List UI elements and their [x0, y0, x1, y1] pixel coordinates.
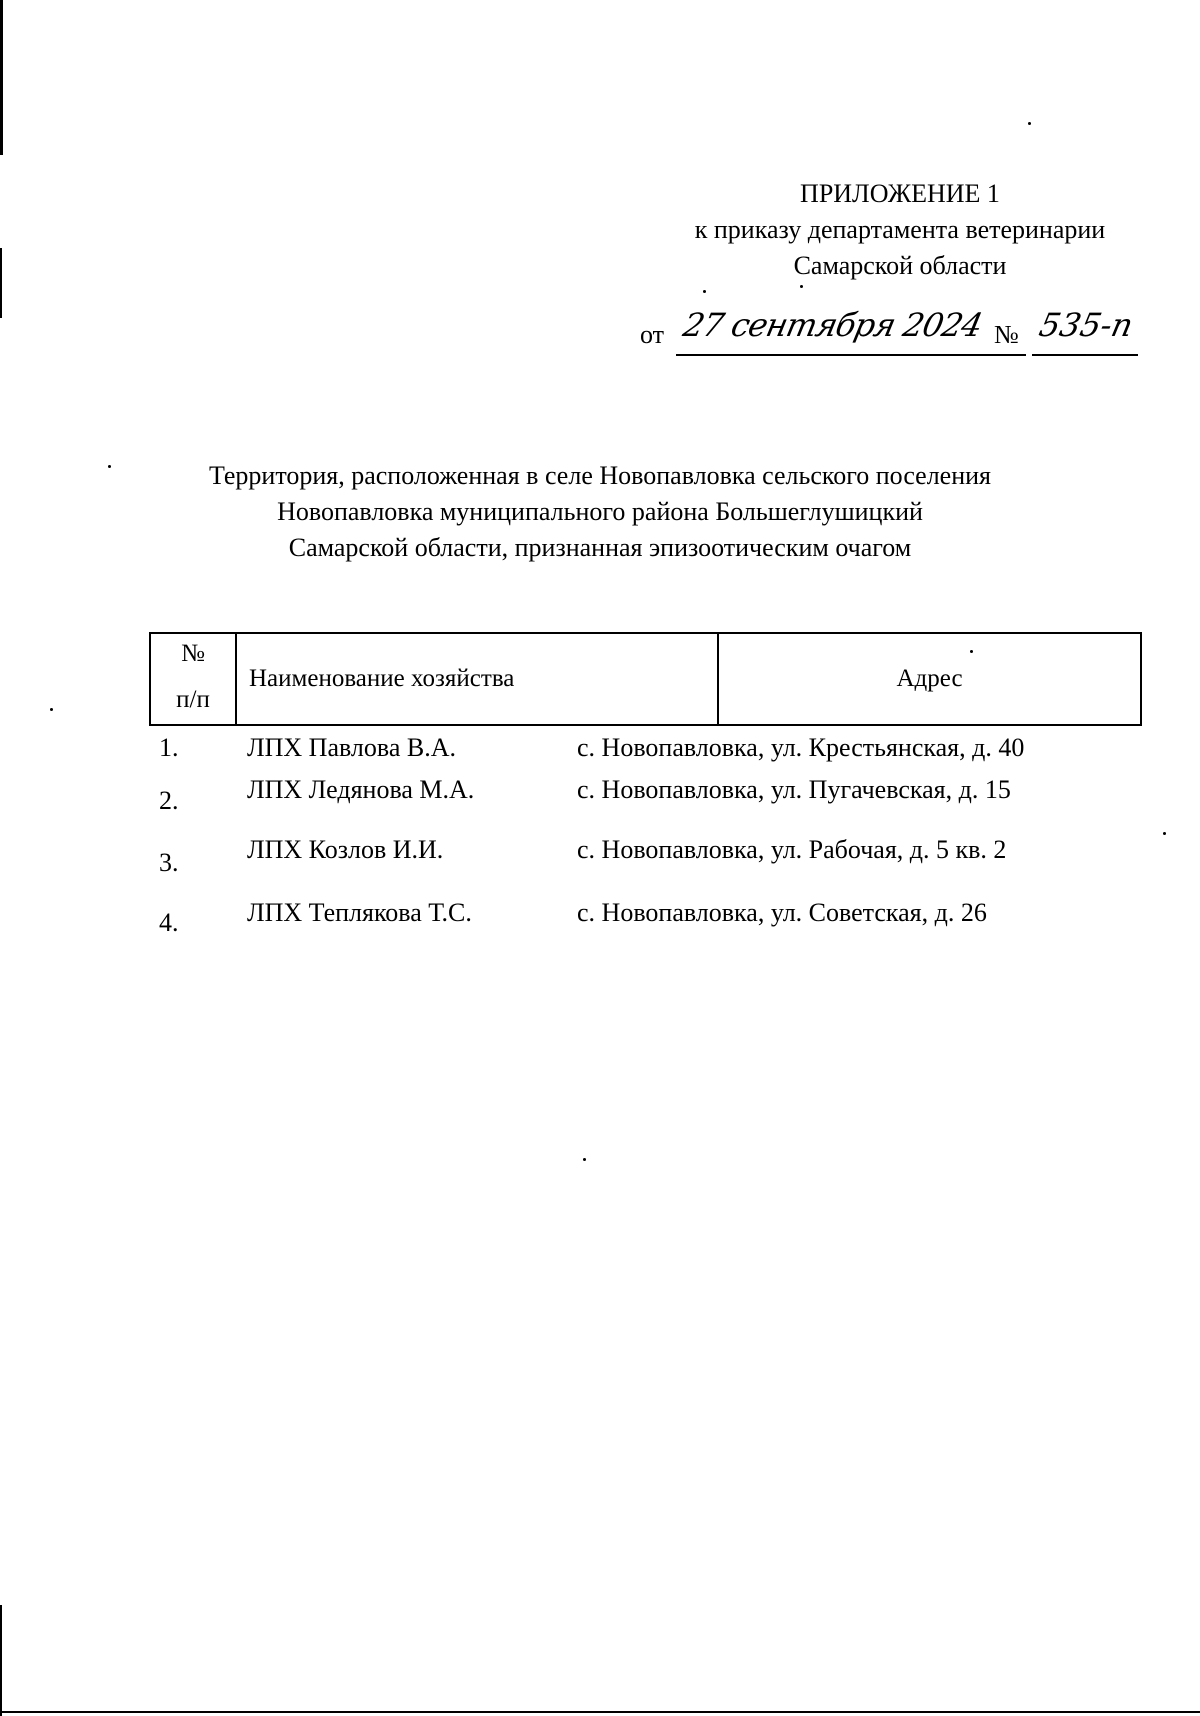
header-number-pp: п/п — [176, 686, 210, 713]
appendix-reference: к приказу департамента ветеринарии — [694, 215, 1106, 244]
order-number-label: № — [994, 320, 1019, 349]
table-row — [149, 898, 1142, 938]
appendix-title: ПРИЛОЖЕНИЕ 1 — [800, 179, 1000, 208]
appendix-header — [660, 176, 1140, 284]
header-number-sign: № — [181, 640, 205, 667]
header-cell-number — [151, 634, 237, 724]
row-farm-name: ЛПХ Теплякова Т.С. — [247, 898, 472, 927]
row-farm-name: ЛПХ Павлова В.А. — [247, 733, 457, 762]
table-row — [149, 733, 1142, 773]
row-number: 2. — [159, 786, 179, 815]
scan-edge-mark — [0, 0, 3, 155]
order-date-handwritten: 27 сентября 2024 — [679, 306, 986, 344]
scan-speck — [1028, 122, 1031, 125]
scan-edge-mark — [0, 248, 2, 318]
row-number: 1. — [159, 733, 179, 762]
table-row — [149, 775, 1142, 815]
header-cell-address: Адрес — [896, 665, 963, 692]
order-date-field — [676, 306, 1026, 356]
row-address: с. Новопавловка, ул. Крестьянская, д. 40 — [577, 733, 1025, 762]
table-row — [149, 835, 1142, 875]
order-date-number — [640, 306, 1140, 354]
scan-speck — [703, 290, 706, 293]
order-number-field — [1032, 306, 1138, 356]
scan-speck — [108, 465, 111, 468]
scan-edge-mark — [0, 1605, 2, 1716]
document-title — [150, 458, 1050, 566]
row-number: 3. — [159, 848, 179, 877]
document-title-line: Новопавловка муниципального района Большеглушицкий — [277, 497, 923, 526]
scan-speck — [583, 1158, 586, 1161]
scan-speck — [800, 285, 803, 288]
scan-speck — [50, 708, 53, 711]
header-cell-name: Наименование хозяйства — [237, 634, 719, 724]
row-farm-name: ЛПХ Ледянова М.А. — [247, 775, 475, 804]
order-number-handwritten: 535-п — [1035, 306, 1137, 344]
document-title-line: Территория, расположенная в селе Новопавловка сельского поселения — [208, 461, 992, 490]
row-address: с. Новопавловка, ул. Рабочая, д. 5 кв. 2 — [577, 835, 1007, 864]
document-title-line: Самарской области, признанная эпизоотическим очагом — [288, 533, 912, 562]
row-address: с. Новопавловка, ул. Советская, д. 26 — [577, 898, 987, 927]
order-from-label: от — [640, 320, 665, 349]
row-address: с. Новопавловка, ул. Пугачевская, д. 15 — [577, 775, 1011, 804]
table-header — [149, 632, 1142, 726]
row-number: 4. — [159, 908, 179, 937]
scan-edge-mark — [0, 1711, 1200, 1713]
row-farm-name: ЛПХ Козлов И.И. — [247, 835, 444, 864]
appendix-region: Самарской области — [793, 251, 1007, 280]
scan-speck — [1163, 832, 1166, 835]
